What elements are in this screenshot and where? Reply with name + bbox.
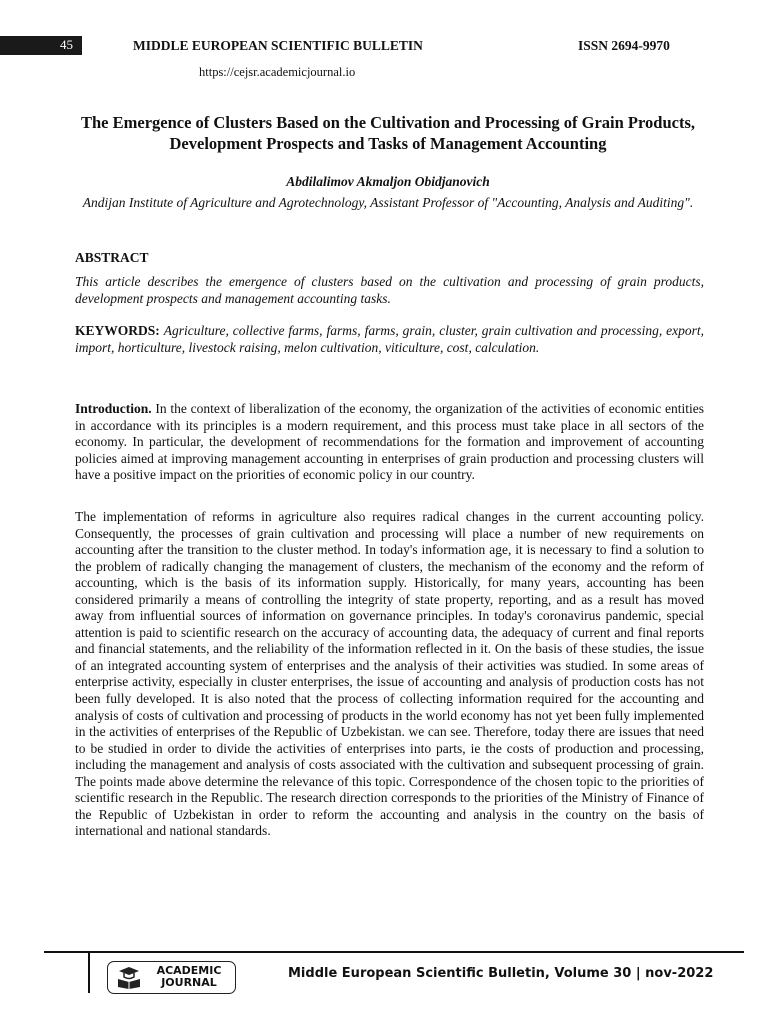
logo-line-2: JOURNAL — [161, 976, 217, 989]
journal-name: MIDDLE EUROPEAN SCIENTIFIC BULLETIN — [133, 38, 423, 53]
footer-vertical-divider — [88, 953, 90, 993]
article-title: The Emergence of Clusters Based on the Cultivation and Processing of Grain Products, Development Prospects and Tasks of Management Accounting — [80, 113, 695, 153]
footer-citation: Middle European Scientific Bulletin, Volume 30 | nov-2022 — [288, 966, 714, 981]
footer-divider — [44, 951, 744, 953]
keywords-text: Agriculture, collective farms, farms, farms, grain, cluster, grain cultivation and processing, export, import, horticulture, livestock raising, melon cultivation, viticulture, cost, calculation. — [75, 323, 705, 355]
intro-label: Introduction. — [75, 401, 152, 416]
keywords — [75, 322, 704, 356]
page-number: 45 — [60, 37, 73, 52]
body-paragraph: The implementation of reforms in agriculture also requires radical changes in the current accounting policy. Consequently, the processes of grain cultivation and processing will place a number of new requirements on accounting after the transition to the cluster method. In today's information age, it is necessary to find a solution to the problem of radically changing the management of clusters, the mechanism of the economy and the reform of accounting, which is the basis of its information supply. Historically, for many years, accounting has been considered primarily a means of controlling the integrity of state property, reporting, and as a result has moved away from influential sources of information on governance principles. In today's coronavirus pandemic, special attention is paid to scientific research on the accuracy of accounting data, the adequacy of current and final reports and financial statements, and the reliability of the information reflected in it. On the basis of these studies, the issue of an integrated accounting system of enterprises and the analysis of their activities was studied. In some areas of enterprise activity, especially in cluster enterprises, the issue of accounting and analysis of production costs has not been fully developed. It is also noted that the process of collecting information required for the accounting and analysis of costs of cultivation and processing of products in the world economy has not yet been fully implemented in the activities of enterprises of the Republic of Uzbekistan. we can see. Therefore, today there are issues that need to be studied in order to divide the activities of enterprises into parts, ie the costs of production and processing, including the management and analysis of costs associated with the cultivation and subsequent processing of grain. The points made above determine the relevance of this topic. Correspondence of the chosen topic to the priorities of scientific research in the Republic. The research direction corresponds to the priorities of the Ministry of Finance of the Republic of Uzbekistan in order to reform the accounting and analysis in the country on the basis of international and national standards. — [75, 509, 704, 839]
issn: ISSN 2694-9970 — [578, 38, 670, 53]
keywords-label: KEYWORDS: — [75, 323, 160, 338]
author-name: Abdilalimov Akmaljon Obidjanovich — [286, 174, 490, 189]
academic-journal-logo — [107, 961, 236, 994]
author-affiliation: Andijan Institute of Agriculture and Agrotechnology, Assistant Professor of "Accounting, Analysis and Auditing". — [82, 195, 694, 210]
logo-line-1: ACADEMIC — [156, 964, 222, 977]
abstract-text: This article describes the emergence of clusters based on the cultivation and processing of grain products, development prospects and management accounting tasks. — [75, 274, 704, 306]
journal-url[interactable]: https://cejsr.academicjournal.io — [199, 65, 356, 79]
intro-text: In the context of liberalization of the economy, the organization of the activities of economic entities in accordance with its principles is a modern requirement, and this process must take place in all sectors of the economy. In particular, the development of recommendations for the formation and improvement of accounting policies aimed at improving management accounting in enterprises of grain production and processing clusters will have a positive impact on the priorities of economic policy in our country. — [75, 401, 705, 483]
book-cap-icon — [116, 967, 142, 989]
abstract-heading: ABSTRACT — [75, 250, 149, 265]
intro-paragraph — [75, 401, 704, 484]
